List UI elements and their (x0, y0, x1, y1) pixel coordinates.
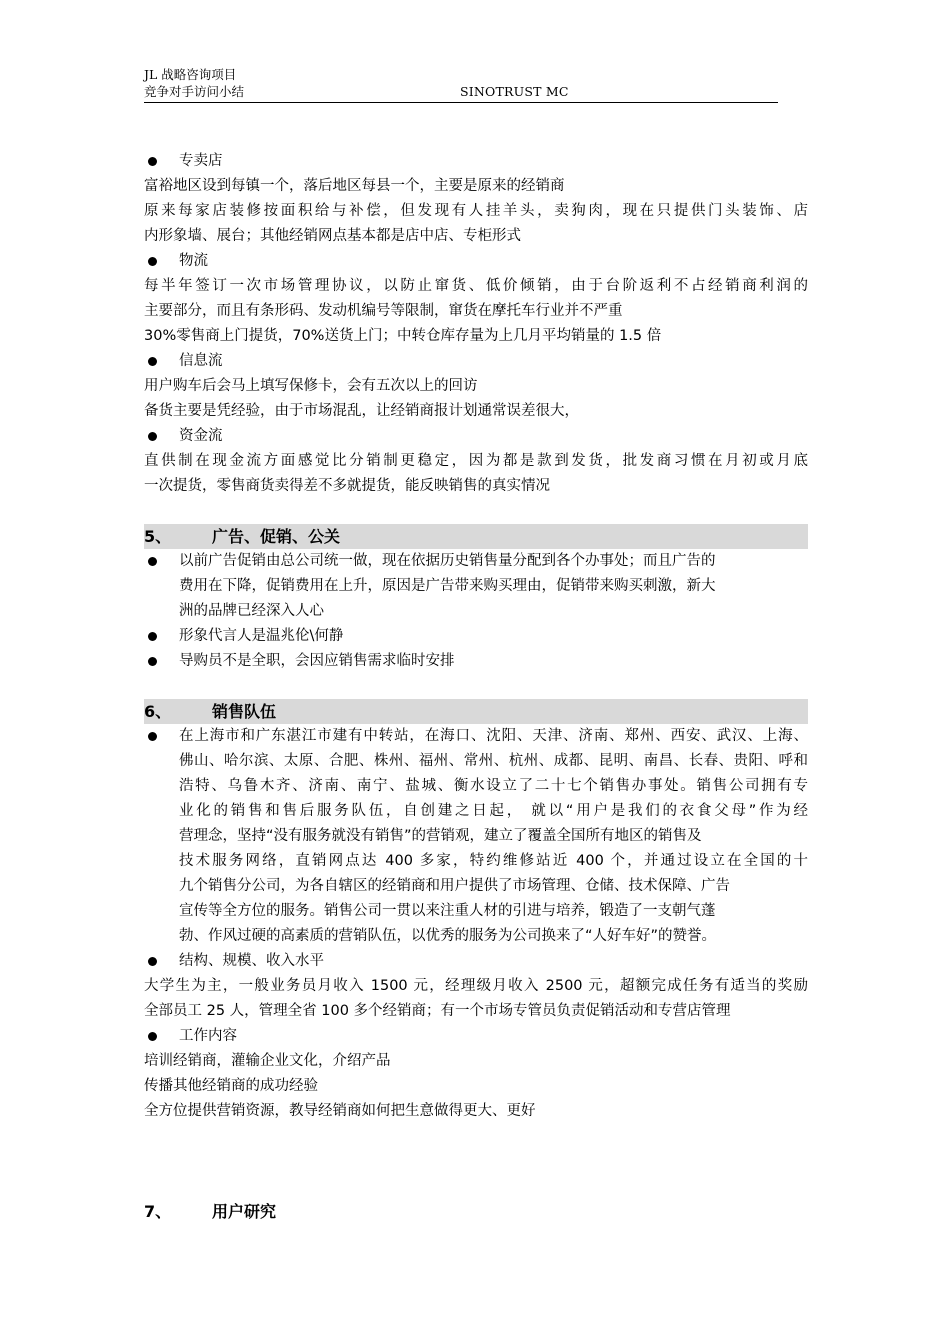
bullet-dot-icon (148, 257, 157, 266)
info-heading: 信息流 (179, 353, 223, 369)
bullet-dot-icon (148, 632, 157, 641)
bullet-item (144, 724, 808, 949)
paragraph-line: 九个销售分公司，为各自辖区的经销商和用户提供了市场管理、仓储、技术保障、广告 (179, 878, 730, 894)
bullet-dot-icon (148, 957, 157, 966)
bullet-dot-icon (148, 657, 157, 666)
paragraph-line: 技术服务网络，直销网点达 400 多家，特约维修站近 400 个，并通过设立在全国的十 (179, 853, 808, 869)
paragraph-line: 全部员工 25 人，管理全省 100 多个经销商；有一个市场专管员负责促销活动和专营店管理 (144, 1003, 731, 1019)
section-number: 6、 (144, 702, 172, 721)
bullet-dot-icon (148, 432, 157, 441)
paragraph-line: 业化的销售和售后服务队伍，自创建之日起， 就以“用户是我们的衣食父母”作为经 (179, 803, 808, 819)
bullet-dot-icon (148, 732, 157, 741)
bullet-work (144, 1024, 808, 1049)
paragraph-line: 在上海市和广东湛江市建有中转站，在海口、沈阳、天津、济南、郑州、西安、武汉、上海、 (179, 728, 808, 744)
work-heading: 工作内容 (179, 1028, 237, 1044)
spacer (144, 674, 808, 699)
paragraph-line: 原来每家店装修按面积给与补偿，但发现有人挂羊头，卖狗肉，现在只提供门头装饰、店 (144, 203, 808, 219)
fund-heading: 资金流 (179, 428, 223, 444)
section-title: 用户研究 (212, 1202, 277, 1221)
bullet-dot-icon (148, 1032, 157, 1041)
spacer (144, 1174, 808, 1199)
logistics-heading: 物流 (179, 253, 208, 269)
section-title: 销售队伍 (212, 702, 277, 721)
paragraph-line: 富裕地区设到每镇一个，落后地区每县一个，主要是原来的经销商 (144, 178, 565, 194)
paragraph-line: 佛山、哈尔滨、太原、合肥、株州、福州、常州、杭州、成都、昆明、南昌、长春、贵阳、呼和 (179, 753, 808, 769)
spacer (144, 499, 808, 524)
paragraph-line: 一次提货，零售商货卖得差不多就提货，能反映销售的真实情况 (144, 478, 550, 494)
paragraph-line: 直供制在现金流方面感觉比分销制更稳定，因为都是款到发货，批发商习惯在月初或月底 (144, 453, 808, 469)
paragraph-line: 大学生为主，一般业务员月收入 1500 元，经理级月收入 2500 元，超额完成任务有适当的奖励 (144, 978, 808, 994)
header-subtitle: 竞争对手访问小结 (144, 84, 245, 99)
header-brand: SINOTRUST MC (460, 84, 569, 99)
header-project: JL 战略咨询项目 (144, 67, 237, 82)
paragraph-line: 传播其他经销商的成功经验 (144, 1078, 318, 1094)
section-number: 5、 (144, 527, 172, 546)
paragraph-line: 用户购车后会马上填写保修卡，会有五次以上的回访 (144, 378, 478, 394)
paragraph-line: 备货主要是凭经验，由于市场混乱，让经销商报计划通常误差很大， (144, 403, 579, 419)
section-7-heading (144, 1199, 808, 1224)
paragraph-line: 内形象墙、展台；其他经销网点基本都是店中店、专柜形式 (144, 228, 521, 244)
paragraph-line: 洲的品牌已经深入人心 (179, 603, 324, 619)
paragraph-line: 费用在下降，促销费用在上升，原因是广告带来购买理由，促销带来购买刺激，新大 (179, 578, 716, 594)
paragraph-line: 主要部分，而且有条形码、发动机编号等限制，窜货在摩托车行业并不严重 (144, 303, 623, 319)
bullet-store (144, 149, 808, 174)
paragraph-line: 30%零售商上门提货，70%送货上门；中转仓库存量为上几月平均销量的 1.5 倍 (144, 328, 662, 344)
bullet-text: 形象代言人是温兆伦\何静 (179, 628, 344, 644)
page-header (144, 66, 778, 103)
bullet-dot-icon (148, 557, 157, 566)
bullet-text: 导购员不是全职，会因应销售需求临时安排 (179, 653, 455, 669)
section-number: 7、 (144, 1202, 172, 1221)
bullet-fund (144, 424, 808, 449)
spacer (144, 1124, 808, 1149)
section-5-heading (144, 524, 808, 549)
structure-heading: 结构、规模、收入水平 (179, 953, 324, 969)
section-6-heading (144, 699, 808, 724)
paragraph-line: 每半年签订一次市场管理协议，以防止窜货、低价倾销，由于台阶返利不占经销商利润的 (144, 278, 808, 294)
bullet-logistics (144, 249, 808, 274)
bullet-structure (144, 949, 808, 974)
paragraph-line: 以前广告促销由总公司统一做，现在依据历史销售量分配到各个办事处；而且广告的 (179, 553, 716, 569)
bullet-item (144, 649, 808, 674)
paragraph-line: 培训经销商，灌输企业文化，介绍产品 (144, 1053, 391, 1069)
bullet-info (144, 349, 808, 374)
paragraph-line: 勃、作风过硬的高素质的营销队伍，以优秀的服务为公司换来了“人好车好”的赞誉。 (179, 928, 717, 944)
paragraph-line: 宣传等全方位的服务。销售公司一贯以来注重人材的引进与培养，锻造了一支朝气蓬 (179, 903, 716, 919)
section-title: 广告、促销、公关 (212, 527, 341, 546)
bullet-dot-icon (148, 357, 157, 366)
spacer (144, 1149, 808, 1174)
bullet-dot-icon (148, 157, 157, 166)
store-heading: 专卖店 (179, 153, 223, 169)
paragraph-line: 全方位提供营销资源，教导经销商如何把生意做得更大、更好 (144, 1103, 536, 1119)
bullet-item (144, 624, 808, 649)
bullet-item (144, 549, 808, 624)
document-body (144, 149, 808, 1224)
paragraph-line: 浩特、乌鲁木齐、济南、南宁、盐城、衡水设立了二十七个销售办事处。销售公司拥有专 (179, 778, 808, 794)
paragraph-line: 营理念，坚持“没有服务就没有销售”的营销观，建立了覆盖全国所有地区的销售及 (179, 828, 702, 844)
